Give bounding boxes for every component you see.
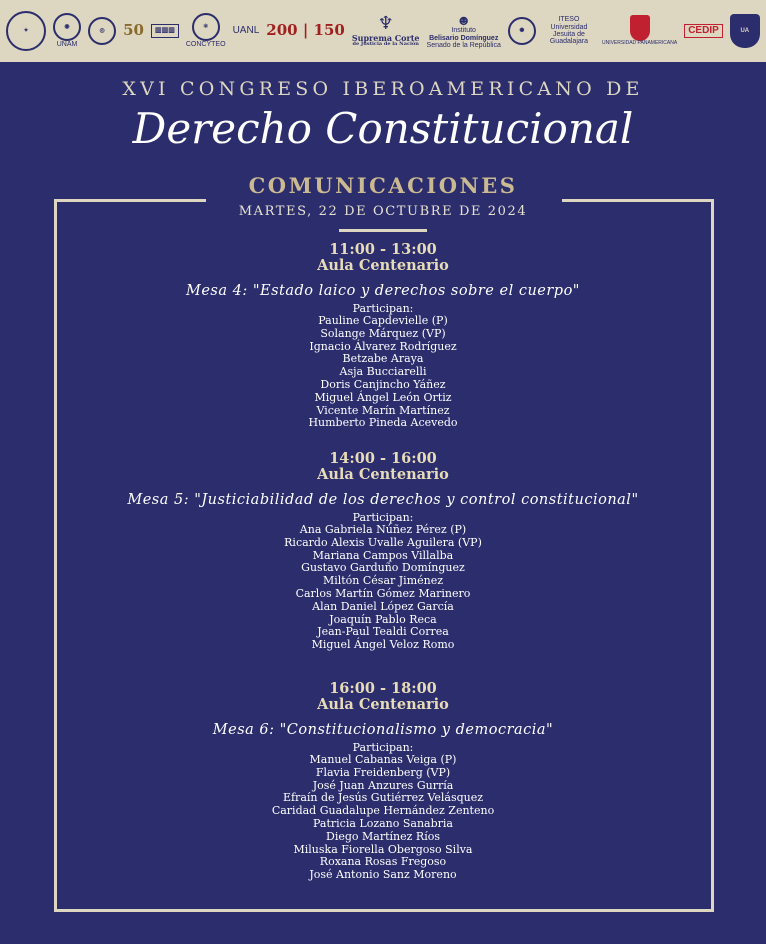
participants-list (0, 524, 766, 652)
iteso-logo (508, 17, 536, 45)
session-room: Aula Centenario (317, 257, 449, 274)
participant: Joaquín Pablo Reca (329, 612, 437, 626)
shield-icon (630, 15, 650, 41)
globe-icon: ✺ (508, 17, 536, 45)
suprema-corte-logo: ♆ Suprema Corte de Justicia de la Nación (351, 12, 420, 48)
session-time: 11:00 - 13:00 (329, 241, 437, 258)
congress-script-title: Derecho Constitucional (132, 104, 634, 153)
participant: Flavia Freidenberg (VP) (315, 765, 451, 779)
participant: Humberto Pineda Acevedo (308, 416, 458, 430)
session-mesa-title: Mesa 4: "Estado laico y derechos sobre el cuerpo" (186, 283, 580, 299)
session-block (0, 681, 766, 882)
participants-list (0, 315, 766, 430)
participant: Manuel Cabanas Veiga (P) (309, 753, 457, 766)
session-time: 14:00 - 16:00 (329, 450, 437, 467)
participant: Patricia Lozano Sanabria (313, 816, 453, 830)
frame-top-left-line (54, 199, 206, 202)
participant: Ignacio Álvarez Rodríguez (309, 339, 457, 353)
participant: José Juan Anzures Gurría (312, 778, 454, 792)
participant: Vicente Marín Martínez (316, 403, 450, 417)
participant: Jean-Paul Tealdi Correa (317, 625, 449, 639)
university-shield-logo (730, 14, 760, 48)
association-logo (88, 17, 116, 45)
unam-institute-logo: ◉ UNAM (53, 13, 81, 48)
session-room: Aula Centenario (317, 466, 449, 483)
belisario-logo: ☻ Instituto Belisario Domínguez Senado de la República (426, 11, 501, 50)
concyteo-logo: ⚛ CONCYTEO (186, 13, 226, 48)
participant: Pauline Capdevielle (P) (318, 314, 448, 327)
atom-icon: ⚛ (192, 13, 220, 41)
participant: Asja Bucciarelli (339, 365, 427, 379)
participant: Solange Márquez (VP) (320, 326, 446, 340)
ring-icon: ◎ (88, 17, 116, 45)
participant: Miluska Fiorella Obergoso Silva (293, 842, 473, 856)
participant: José Antonio Sanz Moreno (309, 868, 457, 882)
sponsor-logo-bar (0, 0, 766, 62)
fifty-years-logo: 50 (123, 21, 144, 40)
constitutional-institute-logo (151, 24, 179, 37)
section-title: COMUNICACIONES (248, 173, 518, 198)
building-icon: ▥▥▥ (151, 24, 179, 37)
session-time: 16:00 - 18:00 (329, 680, 437, 697)
participants-list (0, 754, 766, 882)
session-mesa-title: Mesa 5: "Justiciabilidad de los derechos y control constitucional" (127, 492, 639, 508)
eagle-icon: ♆ (377, 12, 394, 34)
institute-seal-icon: ◉ (53, 13, 81, 41)
participant: Alan Daniel López García (312, 599, 454, 613)
participant: Gustavo Garduño Domínguez (301, 561, 465, 575)
anniversary-logo: 200 | 150 (266, 21, 345, 40)
panamericana-logo: UNIVERSIDAD PANAMERICANA (602, 15, 677, 46)
participant: Ana Gabriela Núñez Pérez (P) (299, 523, 467, 536)
crest-shield-icon: UA (730, 14, 760, 48)
participant: Carlos Martín Gómez Marinero (295, 586, 471, 600)
portrait-icon: ☻ (456, 11, 472, 28)
participant: Miguel Ángel León Ortiz (314, 390, 452, 404)
uanl-logo: UANL (232, 24, 260, 36)
participant: Caridad Guadalupe Hernández Zenteno (271, 804, 495, 818)
frame-top-right-line (562, 199, 714, 202)
participant: Betzabe Araya (342, 352, 424, 366)
event-date: MARTES, 22 DE OCTUBRE DE 2024 (238, 204, 528, 219)
participant: Roxana Rosas Fregoso (319, 855, 447, 869)
participant: Doris Canjincho Yáñez (320, 377, 446, 391)
unam-crest-logo (6, 11, 46, 51)
participant: Miguel Ángel Veloz Romo (311, 638, 455, 652)
session-room: Aula Centenario (317, 696, 449, 713)
session-mesa-title: Mesa 6: "Constitucionalismo y democracia" (212, 722, 554, 738)
participants-label: Participan: (352, 741, 414, 754)
header-divider (339, 229, 427, 232)
session-block (0, 451, 766, 652)
participant: Ricardo Alexis Uvalle Aguilera (VP) (284, 535, 482, 549)
crest-icon: ✦ (6, 11, 46, 51)
participant: Miltón César Jiménez (322, 574, 444, 588)
participants-label: Participan: (352, 302, 414, 315)
cedip-logo: CEDIP (684, 24, 723, 39)
participant: Mariana Campos Villalba (312, 548, 454, 562)
session-block (0, 242, 766, 430)
participant: Diego Martínez Ríos (326, 829, 440, 843)
participants-label: Participan: (352, 511, 414, 524)
iteso-text-logo: ITESO Universidad Jesuita de Guadalajara (549, 16, 588, 46)
participant: Efraín de Jesús Gutiérrez Velásquez (282, 791, 484, 805)
congress-title: XVI CONGRESO IBEROAMERICANO DE (122, 78, 644, 100)
